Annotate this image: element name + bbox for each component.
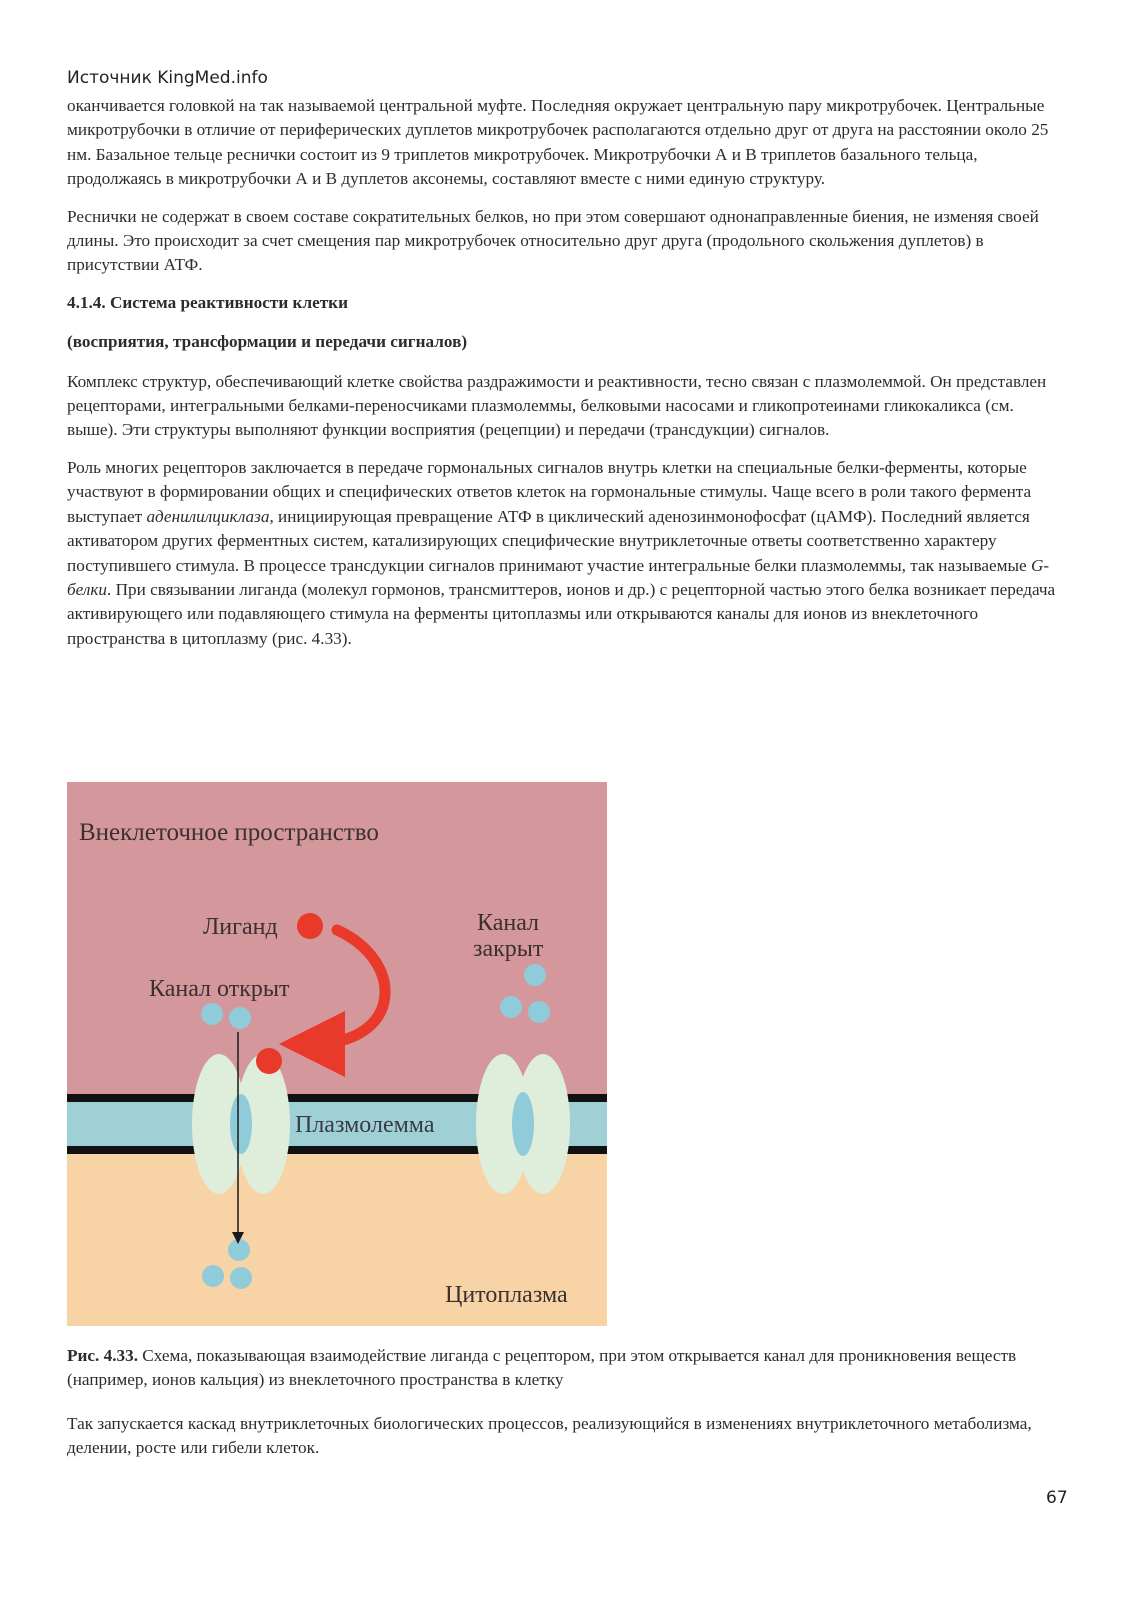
paragraph-cascade: Так запускается каскад внутриклеточных биологических процессов, реализующийся в изменениях внутриклеточного метаболизма, делении, росте или гибели клеток.	[67, 1414, 1032, 1458]
ion-closed-3	[528, 1001, 550, 1023]
label-membrane: Плазмолемма	[295, 1112, 435, 1138]
source-header: Источник KingMed.info	[67, 68, 268, 88]
caption-label: Рис. 4.33.	[67, 1346, 138, 1365]
ligand-free	[297, 913, 323, 939]
paragraph-cilia-motion: Реснички не содержат в своем составе сократительных белков, но при этом совершают однонаправленные биения, не изменяя своей длины. Это происходит за счет смещения пар микротрубочек относительно друг друга (продольного скольжения дуплетов) в присутствии АТФ.	[67, 206, 1039, 275]
section-subheading: (восприятия, трансформации и передачи сигналов)	[67, 332, 468, 352]
ion-inside-2	[202, 1265, 224, 1287]
body-text	[67, 94, 1057, 664]
label-cytoplasm: Цитоплазма	[445, 1282, 568, 1308]
label-ligand: Лиганд	[203, 914, 278, 940]
ion-closed-1	[524, 964, 546, 986]
g-protein-term: G-белки	[67, 555, 1050, 599]
enzyme-term: аденилилциклаза	[146, 506, 270, 526]
caption-text: Схема, показывающая взаимодействие лиганда с рецептором, при этом открывается канал для проникновения веществ (например, ионов кальция) из внеклеточного пространства в клетку	[67, 1346, 1017, 1390]
receptors-text-b: , инициирующая превращение АТФ в циклический аденозинмонофосфат (цАМФ). Последний является активатором других ферментных систем, катализирующих специфические внутриклеточные ответы соответственно характеру поступившего стимула. В процессе трансдукции сигналов принимают участие интегральные белки плазмолеммы, так называемые	[67, 506, 1031, 575]
paragraph-cilia-structure: оканчивается головкой на так называемой центральной муфте. Последняя окружает центральную пару микротрубочек. Центральные микротрубочки в отличие от периферических дуплетов микротрубочек располагаются отдельно друг от друга на расстоянии около 25 нм. Базальное тельце реснички состоит из 9 триплетов микротрубочек. Микротрубочки А и В триплетов базального тельца, продолжаясь в микротрубочки А и В дуплетов аксонемы, составляют вместе с ними единую структуру.	[67, 96, 1049, 189]
figure-caption	[67, 1344, 1057, 1393]
section-heading: 4.1.4. Система реактивности клетки	[67, 292, 348, 312]
label-extracellular: Внеклеточное пространство	[79, 819, 379, 846]
page-number: 67	[1046, 1488, 1068, 1508]
figure-ligand-receptor	[67, 782, 607, 1326]
figure-diagram	[67, 782, 607, 1326]
ion-closed-2	[500, 996, 522, 1018]
paragraph-reactivity: Комплекс структур, обеспечивающий клетке свойства раздражимости и реактивности, тесно связан с плазмолеммой. Он представлен рецепторами, интегральными белками-переносчиками плазмолеммы, белковыми насосами и гликопротеинами гликокаликса (см. выше). Эти структуры выполняют функции восприятия (рецепции) и передачи (трансдукции) сигналов.	[67, 371, 1047, 440]
receptors-text-c: . При связывании лиганда (молекул гормонов, трансмиттеров, ионов и др.) с рецепторной частью этого белка возникает передача активирующего или подавляющего стимула на ферменты цитоплазмы или открываются каналы для ионов из внеклеточного пространства в цитоплазму (рис. 4.33).	[67, 579, 1056, 648]
ion-inside-1	[228, 1239, 250, 1261]
label-channel-closed-2: закрыт	[473, 936, 544, 962]
label-channel-closed-1: Канал	[477, 910, 540, 936]
receptors-text-a: Роль многих рецепторов заключается в передаче гормональных сигналов внутрь клетки на специальные белки-ферменты, которые участвуют в формировании общих и специфических ответов клеток на гормональные стимулы. Чаще всего в роли такого фермента выступает	[67, 457, 1032, 526]
ion-above-2	[229, 1007, 251, 1029]
label-channel-open: Канал открыт	[149, 976, 290, 1002]
ligand-bound	[256, 1048, 282, 1074]
ion-inside-3	[230, 1267, 252, 1289]
paragraph-receptors	[67, 456, 1057, 651]
ion-above-1	[201, 1003, 223, 1025]
